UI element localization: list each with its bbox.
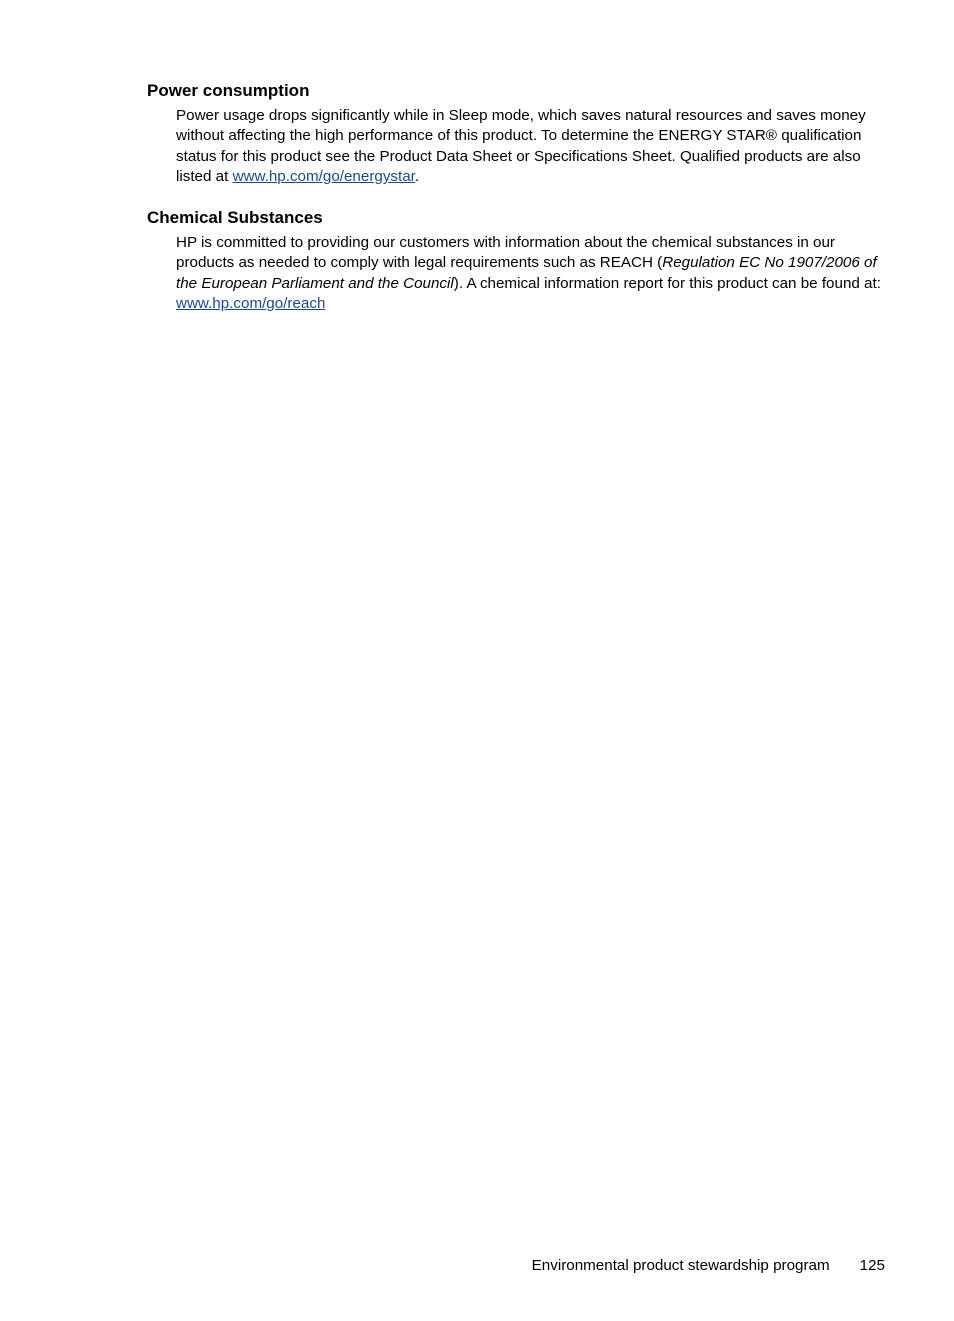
chemical-substances-section [147,207,887,314]
chemical-substances-heading: Chemical Substances [147,208,323,227]
footer-title: Environmental product stewardship program [531,1257,830,1274]
power-consumption-text-end: . [414,167,420,185]
power-consumption-paragraph [176,106,887,187]
chemical-substances-text: HP is committed to providing our customers with information about the chemical substances in our products as needed to comply with legal requirements such as REACH ( [176,234,835,272]
reach-link[interactable]: www.hp.com/go/reach [176,294,326,312]
chemical-substances-text-mid: ). A chemical information report for this product can be found at: [453,274,881,292]
power-consumption-section [147,80,887,187]
power-consumption-text: Power usage drops significantly while in Sleep mode, which saves natural resources and saves money without affecting the high performance of this product. To determine the ENERGY STAR® qualification status for this product see the Product Data Sheet or Specifications Sheet. Qualified products are also listed at [176,107,866,185]
energystar-link[interactable]: www.hp.com/go/energystar [232,167,415,185]
chemical-substances-paragraph [176,233,887,314]
regulation-citation: Regulation EC No 1907/2006 of the European Parliament and the Council [176,254,877,292]
page-number: 125 [859,1257,885,1274]
page-footer [532,1256,885,1276]
power-consumption-heading: Power consumption [147,81,310,100]
